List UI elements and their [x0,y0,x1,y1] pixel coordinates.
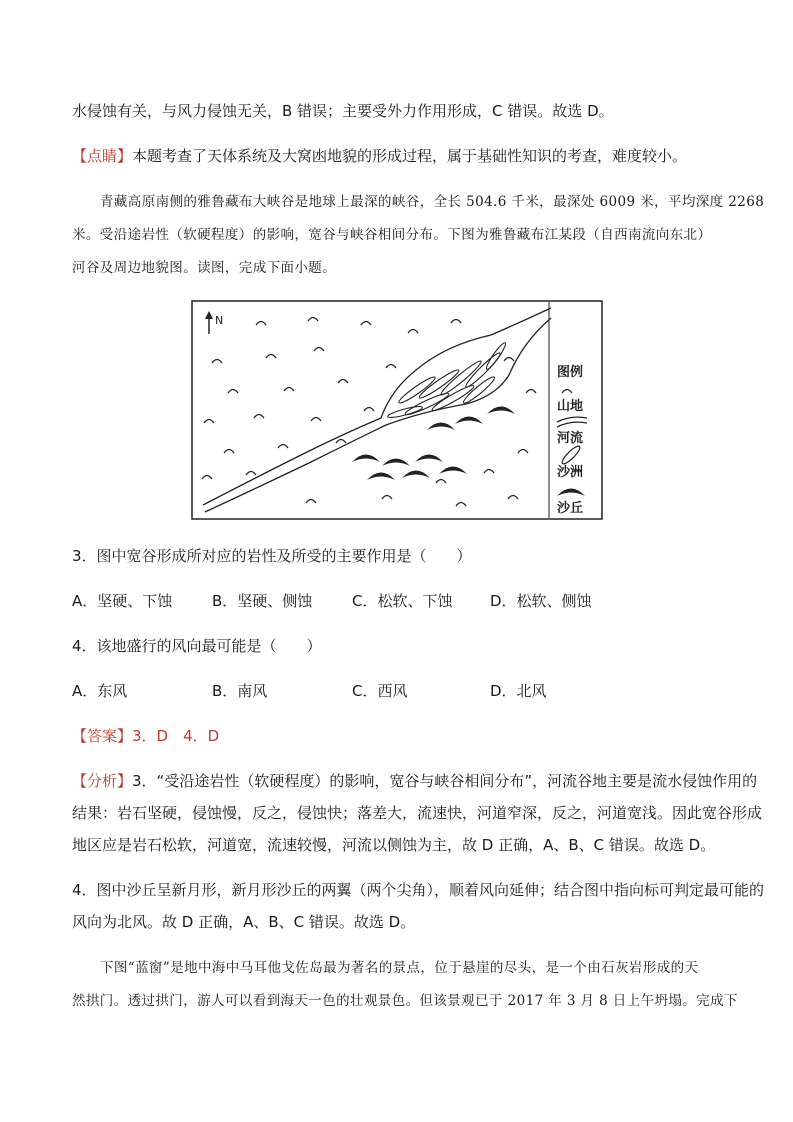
analysis-tag: 【分析】 [72,772,133,790]
question-3-stem: 3．图中宽谷形成所对应的岩性及所受的主要作用是（ ） [72,547,472,565]
analysis-line-5: 风向为北风。故 D 正确，A、B、C 错误。故选 D。 [72,913,416,931]
q3-option-c[interactable]: C．松软、下蚀 [352,592,453,610]
legend-sandbar: 沙洲 [557,465,584,480]
legend-mountain: 山地 [557,399,584,414]
north-label: N [215,314,224,327]
q3-option-a[interactable]: A．坚硬、下蚀 [72,592,173,610]
legend-river: 河流 [557,431,584,446]
intro-line-1: 青藏高原南侧的雅鲁藏布大峡谷是地球上最深的峡谷，全长 504.6 千米，最深处 6009 米，平均深度 2268 [100,194,765,210]
answer-tag: 【答案】 [72,727,133,745]
dianjing-paragraph [72,146,687,166]
intro-line-3: 河谷及周边地貌图。读图，完成下面小题。 [72,260,337,276]
q4-option-d[interactable]: D．北风 [490,682,547,700]
prev-answer-line: 水侵蚀有关，与风力侵蚀无关，B 错误；主要受外力作用形成，C 错误。故选 D。 [72,102,614,120]
next-intro-line-2: 然拱门。透过拱门，游人可以看到海天一色的壮观景色。但该景观已于 2017 年 3 月 8 日上午坍塌。完成下 [72,993,738,1009]
analysis-text-1: 3．“受沿途岩性（软硬程度）的影响，宽谷与峡谷相间分布”，河流谷地主要是流水侵蚀作用的 [132,772,758,790]
answer-text: 3．D 4．D [132,727,220,745]
dianjing-tag: 【点睛】 [72,147,133,165]
intro-line-2: 米。受沿途岩性（软硬程度）的影响，宽谷与峡谷相间分布。下图为雅鲁藏布江某段（自西南流向东北） [72,227,712,243]
legend-title: 图例 [557,365,584,380]
q3-option-d[interactable]: D．松软、侧蚀 [490,592,592,610]
answer-line [72,726,219,746]
question-3-options [72,591,592,611]
q3-option-b[interactable]: B．坚硬、侧蚀 [212,592,313,610]
q4-option-c[interactable]: C．西风 [352,682,408,700]
analysis-line-1 [72,771,757,791]
next-intro-line-1: 下图“蓝窗”是地中海中马耳他戈佐岛最为著名的景点，位于悬崖的尽头，是一个由石灰岩形成的天 [100,960,699,976]
q4-option-a[interactable]: A．东风 [72,682,128,700]
question-4-stem: 4．该地盛行的风向最可能是（ ） [72,637,322,655]
question-4-options [72,681,547,701]
q4-option-b[interactable]: B．南风 [212,682,268,700]
dianjing-text: 本题考查了天体系统及大窝凼地貌的形成过程，属于基础性知识的考查，难度较小。 [132,147,688,165]
analysis-line-3: 地区应是岩石松软，河道宽，流速较慢，河流以侧蚀为主，故 D 正确，A、B、C 错误。故选 D。 [72,836,716,854]
analysis-line-4: 4．图中沙丘呈新月形，新月形沙丘的两翼（两个尖角），顺着风向延伸；结合图中指向标可判定最可能的 [72,881,765,899]
legend-dune: 沙丘 [557,501,584,516]
analysis-line-2: 结果：岩石坚硬，侵蚀慢，反之，侵蚀快；落差大，流速快，河道窄深，反之，河道宽浅。因此宽谷形成 [72,804,763,822]
valley-landform-map [191,300,603,520]
map-frame [192,301,602,519]
